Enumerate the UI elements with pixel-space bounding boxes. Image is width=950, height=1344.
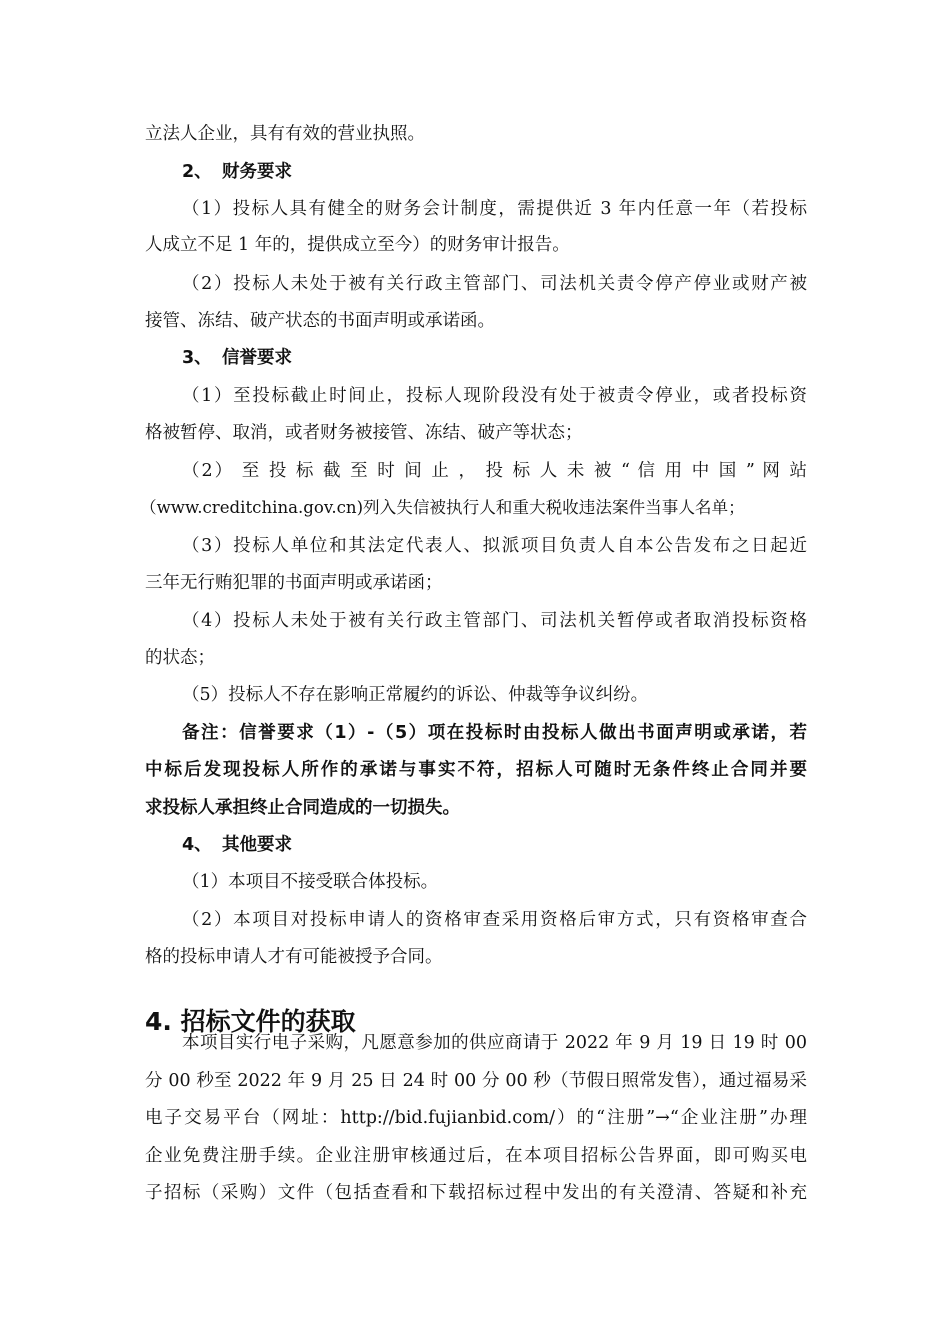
- paragraph-line: 人成立不足 1 年的，提供成立至今）的财务审计报告。: [145, 235, 570, 255]
- paragraph-line: （www.creditchina.gov.cn)列入失信被执行人和重大税收违法案件当事人名单；: [140, 498, 745, 517]
- paragraph-line: 格被暂停、取消，或者财务被接管、冻结、破产等状态；: [145, 423, 583, 443]
- paragraph-line: 立法人企业，具有有效的营业执照。: [145, 124, 425, 144]
- subheading-text: 财务要求: [222, 162, 292, 182]
- subheading-number: 4、: [182, 835, 212, 855]
- paragraph-line: （1）本项目不接受联合体投标。: [182, 872, 439, 892]
- paragraph-line: （1）投标人具有健全的财务会计制度，需提供近 3 年内任意一年（若投标: [182, 199, 807, 219]
- note-line: 备注：信誉要求（1）-（5）项在投标时由投标人做出书面声明或承诺，若: [182, 723, 807, 743]
- paragraph-line: 接管、冻结、破产状态的书面声明或承诺函。: [145, 311, 495, 331]
- paragraph-line: 企业免费注册手续。企业注册审核通过后，在本项目招标公告界面，即可购买电: [145, 1146, 807, 1166]
- subheading-other: [182, 833, 292, 857]
- subheading-text: 其他要求: [222, 835, 292, 855]
- paragraph-line: （2） 至 投 标 截 至 时 间 止 ， 投 标 人 未 被 “ 信 用 中 国 ” 网 站: [182, 461, 807, 481]
- paragraph-line: （3）投标人单位和其法定代表人、拟派项目负责人自本公告发布之日起近: [182, 536, 807, 556]
- paragraph-line: （4）投标人未处于被有关行政主管部门、司法机关暂停或者取消投标资格: [182, 611, 807, 631]
- subheading-number: 3、: [182, 348, 212, 368]
- paragraph-line: （5）投标人不存在影响正常履约的诉讼、仲裁等争议纠纷。: [182, 685, 649, 705]
- paragraph-line: 三年无行贿犯罪的书面声明或承诺函；: [145, 573, 443, 593]
- paragraph-line: 本项目实行电子采购，凡愿意参加的供应商请于 2022 年 9 月 19 日 19 时 00: [182, 1033, 807, 1053]
- subheading-credit: [182, 346, 292, 370]
- paragraph-line: （2）本项目对投标申请人的资格审查采用资格后审方式，只有资格审查合: [182, 910, 807, 930]
- subheading-financial: [182, 160, 292, 184]
- section-title: 4. 招标文件的获取: [145, 1006, 356, 1036]
- paragraph-line: 分 00 秒至 2022 年 9 月 25 日 24 时 00 分 00 秒（节假日照常发售），通过福易采: [145, 1071, 807, 1091]
- paragraph-line: 子招标（采购）文件（包括查看和下载招标过程中发出的有关澄清、答疑和补充: [145, 1183, 807, 1203]
- subheading-number: 2、: [182, 162, 212, 182]
- paragraph-line: 格的投标申请人才有可能被授予合同。: [145, 947, 443, 967]
- subheading-text: 信誉要求: [222, 348, 292, 368]
- paragraph-line: 的状态；: [145, 648, 215, 668]
- paragraph-line: 电子交易平台（网址：http://bid.fujianbid.com/）的“注册”→“企业注册”办理: [145, 1108, 807, 1128]
- paragraph-line: （2）投标人未处于被有关行政主管部门、司法机关责令停产停业或财产被: [182, 274, 807, 294]
- note-line: 中标后发现投标人所作的承诺与事实不符，招标人可随时无条件终止合同并要: [145, 760, 807, 780]
- paragraph-line: （1）至投标截止时间止，投标人现阶段没有处于被责令停业，或者投标资: [182, 386, 807, 406]
- note-line: 求投标人承担终止合同造成的一切损失。: [145, 798, 460, 818]
